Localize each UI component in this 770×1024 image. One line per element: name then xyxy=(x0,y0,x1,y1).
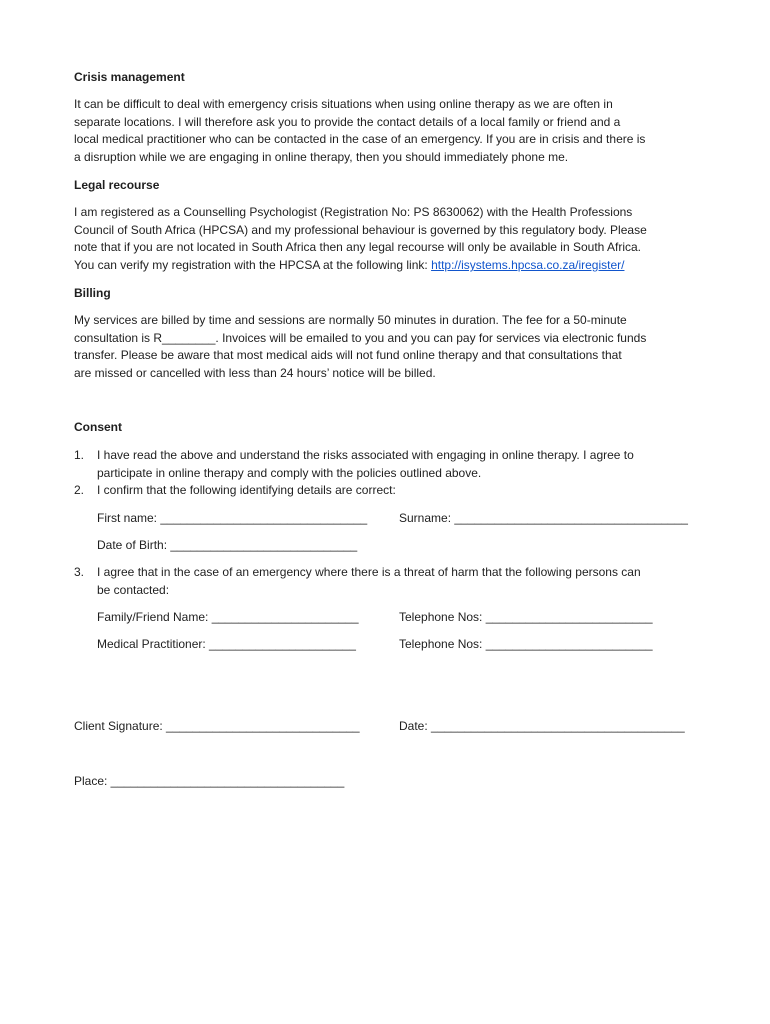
consent-item-1-number: 1. xyxy=(74,448,85,462)
crisis-line: separate locations. I will therefore ask you to provide the contact details of a local family or friend and a xyxy=(74,114,621,129)
consent-item-1-line: I have read the above and understand the risks associated with engaging in online therapy. I agree to xyxy=(97,448,634,462)
client-signature-field[interactable]: Client Signature: _____________________________ xyxy=(74,719,360,733)
consent-heading: Consent xyxy=(74,420,122,434)
date-field[interactable]: Date: ______________________________________ xyxy=(399,719,685,733)
billing-line: transfer. Please be aware that most medical aids will not fund online therapy and that consultations that xyxy=(74,348,622,363)
legal-line: Council of South Africa (HPCSA) and my professional behaviour is governed by this regulatory body. Please xyxy=(74,222,647,237)
medical-telephone-field[interactable]: Telephone Nos: _________________________ xyxy=(399,637,653,651)
legal-line: note that if you are not located in South Africa then any legal recourse will only be available in South Africa. xyxy=(74,240,642,255)
legal-last-line-text: You can verify my registration with the HPCSA at the following link: xyxy=(74,258,432,273)
legal-heading: Legal recourse xyxy=(74,178,160,192)
billing-line: consultation is R________. Invoices will be emailed to you and you can pay for services via electronic funds xyxy=(74,330,647,345)
billing-paragraph xyxy=(74,312,704,383)
surname-field[interactable]: Surname: ___________________________________ xyxy=(399,511,688,525)
billing-line: are missed or cancelled with less than 24 hours’ notice will be billed. xyxy=(74,366,436,381)
consent-item-3-number: 3. xyxy=(74,565,85,579)
family-telephone-field[interactable]: Telephone Nos: _________________________ xyxy=(399,610,653,624)
legal-line-with-link xyxy=(74,257,704,275)
billing-line: My services are billed by time and sessions are normally 50 minutes in duration. The fee for a 50-minute xyxy=(74,313,627,327)
consent-item-2-text: I confirm that the following identifying details are correct: xyxy=(97,483,396,497)
consent-item-3-line: I agree that in the case of an emergency where there is a threat of harm that the following persons can xyxy=(97,565,641,579)
consent-item-3-line: be contacted: xyxy=(97,582,170,597)
crisis-heading: Crisis management xyxy=(74,70,185,84)
first-name-field[interactable]: First name: _______________________________ xyxy=(97,511,368,525)
hpcsa-register-link[interactable]: http://isystems.hpcsa.co.za/iregister/ xyxy=(431,258,625,273)
billing-heading: Billing xyxy=(74,286,111,300)
consent-item-3 xyxy=(97,564,707,599)
crisis-line: a disruption while we are engaging in online therapy, then you should immediately phone me. xyxy=(74,150,569,165)
legal-paragraph xyxy=(74,204,704,275)
consent-item-1 xyxy=(97,447,707,482)
consent-item-2-number: 2. xyxy=(74,483,85,497)
medical-practitioner-field[interactable]: Medical Practitioner: ______________________ xyxy=(97,637,356,651)
family-friend-name-field[interactable]: Family/Friend Name: ______________________ xyxy=(97,610,359,624)
crisis-paragraph xyxy=(74,96,704,167)
consent-item-1-line: participate in online therapy and comply with the policies outlined above. xyxy=(97,465,482,480)
legal-line: I am registered as a Counselling Psychologist (Registration No: PS 8630062) with the Health Professions xyxy=(74,205,633,219)
place-field[interactable]: Place: ___________________________________ xyxy=(74,774,345,788)
crisis-line: local medical practitioner who can be contacted in the case of an emergency. If you are in crisis and there is xyxy=(74,132,646,147)
crisis-line: It can be difficult to deal with emergency crisis situations when using online therapy as we are often in xyxy=(74,97,613,111)
date-of-birth-field[interactable]: Date of Birth: ____________________________ xyxy=(97,538,358,552)
